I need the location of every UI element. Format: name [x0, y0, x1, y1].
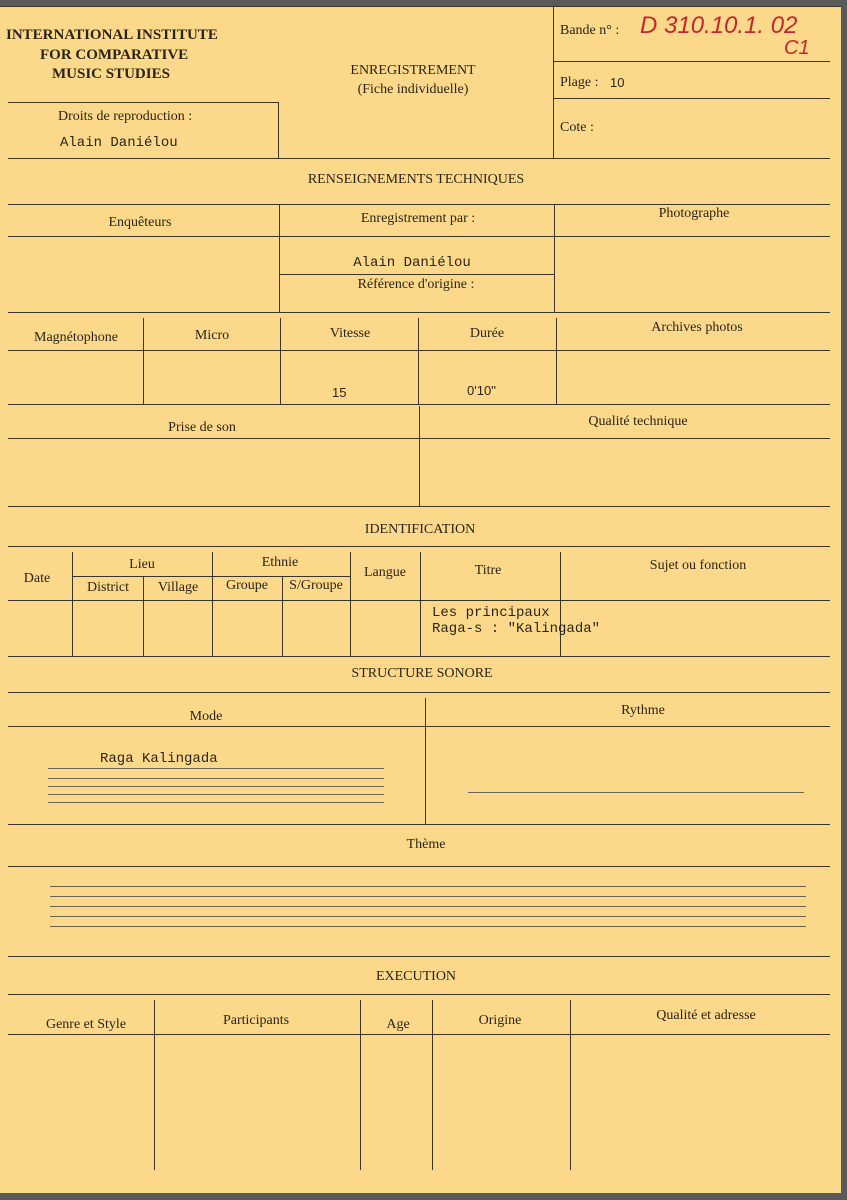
enregistrement-label: Enregistrement par :	[360, 211, 476, 226]
age-label: Age	[386, 1017, 410, 1032]
titre-label: Titre	[474, 563, 502, 578]
magnetophone-label: Magnétophone	[34, 330, 118, 345]
rule-v-ident-sgroupe	[350, 552, 351, 656]
rule-theme-block-bottom	[8, 956, 830, 957]
reference-label: Référence d'origine :	[357, 277, 475, 292]
rule-enregistrement-mid	[280, 274, 554, 275]
mode-label: Mode	[189, 709, 223, 724]
mode-fill-line	[48, 786, 384, 787]
rule-v-ident-village	[212, 552, 213, 656]
rule-v-exec-a	[154, 1000, 155, 1170]
rule-v-ident-district	[143, 576, 144, 656]
tech-section-title: RENSEIGNEMENTS TECHNIQUES	[307, 172, 525, 187]
rule-plage-top	[554, 61, 830, 62]
rule-mode-block-bottom	[8, 824, 830, 825]
theme-fill-line	[50, 916, 806, 917]
mode-fill-line	[48, 778, 384, 779]
rule-block1-bottom	[8, 312, 830, 313]
rule-ident-bottom	[8, 656, 830, 657]
institute-line3: MUSIC STUDIES	[52, 66, 170, 82]
rule-v-block1-a	[279, 204, 280, 312]
mode-fill-line	[48, 794, 384, 795]
plage-value: 10	[610, 75, 625, 90]
langue-label: Langue	[364, 565, 406, 580]
groupe-label: Groupe	[226, 578, 268, 593]
vitesse-label: Vitesse	[329, 326, 371, 341]
participants-label: Participants	[222, 1013, 290, 1028]
enregistrement-value: Alain Daniélou	[353, 255, 471, 271]
rule-plage-bottom	[554, 98, 830, 99]
ethnie-label: Ethnie	[261, 555, 299, 570]
index-card	[0, 6, 841, 1193]
duree-value: 0'10''	[467, 383, 497, 398]
theme-fill-line	[50, 896, 806, 897]
village-label: Village	[157, 580, 199, 595]
rule-ident-title-bottom	[8, 546, 830, 547]
vitesse-value: 15	[332, 385, 347, 400]
theme-fill-line	[50, 926, 806, 927]
record-subtitle: (Fiche individuelle)	[357, 82, 469, 97]
rule-exec-header-bottom	[8, 1034, 830, 1035]
bande-suffix: C1	[784, 37, 810, 59]
photographe-label: Photographe	[658, 206, 730, 221]
rule-enqueteurs-bottom	[8, 236, 830, 237]
mode-value: Raga Kalingada	[100, 751, 218, 767]
rule-droits-top	[8, 102, 278, 103]
district-label: District	[87, 580, 129, 595]
sgroupe-label: S/Groupe	[289, 578, 343, 593]
qualite-adresse-label: Qualité et adresse	[656, 1008, 756, 1023]
micro-label: Micro	[194, 328, 230, 343]
rule-top-header	[0, 6, 841, 7]
institute-line1: INTERNATIONAL INSTITUTE	[6, 27, 218, 43]
exec-section-title: EXECUTION	[375, 969, 457, 984]
titre-value-line1: Les principaux	[432, 605, 550, 621]
rythme-fill-line	[468, 792, 804, 793]
theme-label: Thème	[406, 837, 446, 852]
rule-v-block1-b	[554, 204, 555, 312]
ident-section-title: IDENTIFICATION	[364, 522, 476, 537]
origine-label: Origine	[478, 1013, 522, 1028]
rule-v-ident-groupe	[282, 576, 283, 656]
rule-block3-bottom	[8, 506, 830, 507]
plage-label: Plage :	[560, 75, 599, 90]
sujet-label: Sujet ou fonction	[649, 558, 747, 573]
date-label: Date	[23, 571, 51, 586]
rule-v-block2-a	[143, 318, 144, 404]
rule-v-block3	[419, 406, 420, 506]
mode-fill-line	[48, 768, 384, 769]
rule-v-block2-b	[280, 318, 281, 404]
rule-header-bottom	[8, 158, 830, 159]
rule-v-mode	[425, 698, 426, 824]
droits-label: Droits de reproduction :	[58, 109, 193, 124]
rule-v-exec-c	[432, 1000, 433, 1170]
rule-v-ident-date	[72, 552, 73, 656]
rule-v-exec-d	[570, 1000, 571, 1170]
bande-value: D 310.10.1. 02	[640, 12, 798, 39]
rule-v-block2-d	[556, 318, 557, 404]
rule-theme-header-bottom	[8, 866, 830, 867]
record-title: ENREGISTREMENT	[350, 63, 476, 78]
bande-label: Bande n° :	[560, 23, 620, 38]
titre-value-line2: Raga-s : "Kalingada"	[432, 621, 601, 637]
enqueteurs-label: Enquêteurs	[108, 215, 172, 230]
prise-label: Prise de son	[168, 420, 236, 435]
rule-v-header-right	[553, 6, 554, 158]
institute-line2: FOR COMPARATIVE	[40, 47, 189, 63]
rule-v-block2-c	[418, 318, 419, 404]
mode-fill-line	[48, 802, 384, 803]
droits-value: Alain Daniélou	[60, 135, 178, 151]
theme-fill-line	[50, 886, 806, 887]
rythme-label: Rythme	[621, 703, 665, 718]
qualite-technique-label: Qualité technique	[588, 414, 688, 429]
rule-v-ident-titre	[560, 552, 561, 656]
structure-section-title: STRUCTURE SONORE	[351, 666, 493, 681]
rule-v-ident-langue	[420, 552, 421, 656]
duree-label: Durée	[469, 326, 505, 341]
rule-structure-title-bottom	[8, 692, 830, 693]
cote-label: Cote :	[560, 120, 594, 135]
lieu-label: Lieu	[129, 557, 155, 572]
rule-exec-title-bottom	[8, 994, 830, 995]
genre-label: Genre et Style	[45, 1017, 127, 1032]
archives-label: Archives photos	[651, 320, 743, 335]
theme-fill-line	[50, 906, 806, 907]
rule-mode-header-bottom	[8, 726, 830, 727]
rule-v-droits-right	[278, 102, 279, 158]
rule-v-exec-b	[360, 1000, 361, 1170]
rule-ident-header-bottom	[8, 600, 830, 601]
